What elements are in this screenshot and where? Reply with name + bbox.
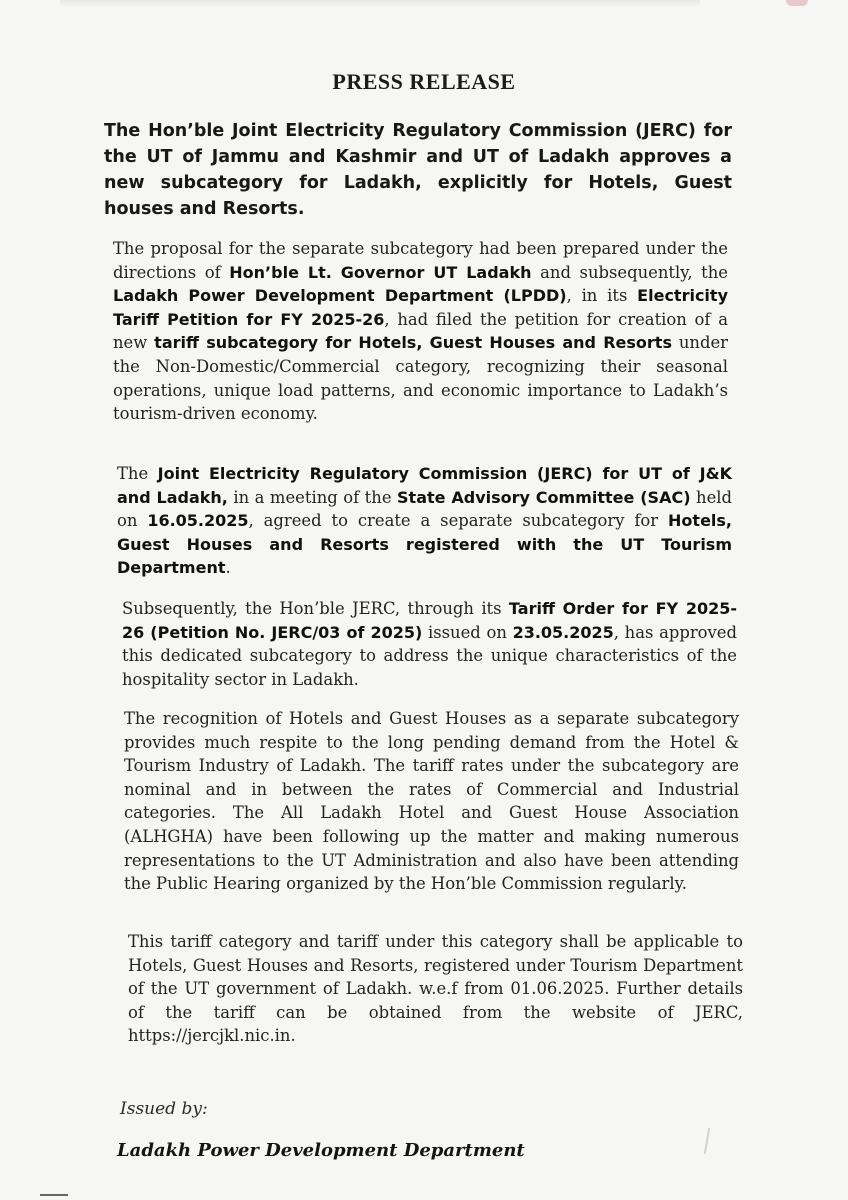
scan-line — [40, 1194, 68, 1196]
paragraph-tariff-order: Subsequently, the Hon’ble JERC, through its Tariff Order for FY 2025-26 (Petition No. JERC/03 of 2025) issued on 23.05.2025, has approved this dedicated subcategory to address the unique characteristics of the hospitality sector in Ladakh. — [122, 599, 738, 689]
page-title: PRESS RELEASE — [332, 69, 516, 94]
lead-headline: The Hon’ble Joint Electricity Regulatory Commission (JERC) for the UT of Jammu and Kashmir and UT of Ladakh approves a new subcategory for Ladakh, explicitly for Hotels, Guest houses and Resorts. — [104, 121, 732, 219]
paragraph-applicability: This tariff category and tariff under this category shall be applicable to Hotels, Guest Houses and Resorts, registered under Tourism Department of the UT government of Ladakh. w.e.f from 01.06.2025. Further details of the tariff can be obtained from the website of JERC, https://jercjkl.nic.in. — [128, 932, 743, 1046]
paragraph-recognition: The recognition of Hotels and Guest Houses as a separate subcategory provides much respite to the long pending demand from the Hotel & Tourism Industry of Ladakh. The tariff rates under the subcategory are nominal and in between the rates of Commercial and Industrial categories. The All Ladakh Hotel and Guest House Association (ALHGHA) have been following up the matter and making numerous representations to the UT Administration and also have been attending the Public Hearing organized by the Hon’ble Commission regularly. — [124, 709, 739, 894]
scan-mark — [786, 0, 808, 6]
scan-edge — [60, 0, 700, 8]
paragraph-proposal: The proposal for the separate subcategory had been prepared under the directions of Hon’ble Lt. Governor UT Ladakh and subsequently, the Ladakh Power Development Department (LPDD), in its Electricity Tariff Petition for FY 2025-26, had filed the petition for creation of a new tariff subcategory for Hotels, Guest Houses and Resorts under the Non-Domestic/Commercial category, recognizing their seasonal operations, unique load patterns, and economic importance to Ladakh’s tourism-driven economy. — [113, 239, 729, 424]
paragraph-sac-meeting: The Joint Electricity Regulatory Commission (JERC) for UT of J&K and Ladakh, in a meeting of the State Advisory Committee (SAC) held on 16.05.2025, agreed to create a separate subcategory for Hotels, Guest Houses and Resorts registered with the UT Tourism Department. — [117, 464, 733, 578]
issued-by-label: Issued by: — [120, 1099, 208, 1119]
scan-artifact — [704, 1128, 710, 1154]
issuer-name: Ladakh Power Development Department — [117, 1140, 525, 1161]
